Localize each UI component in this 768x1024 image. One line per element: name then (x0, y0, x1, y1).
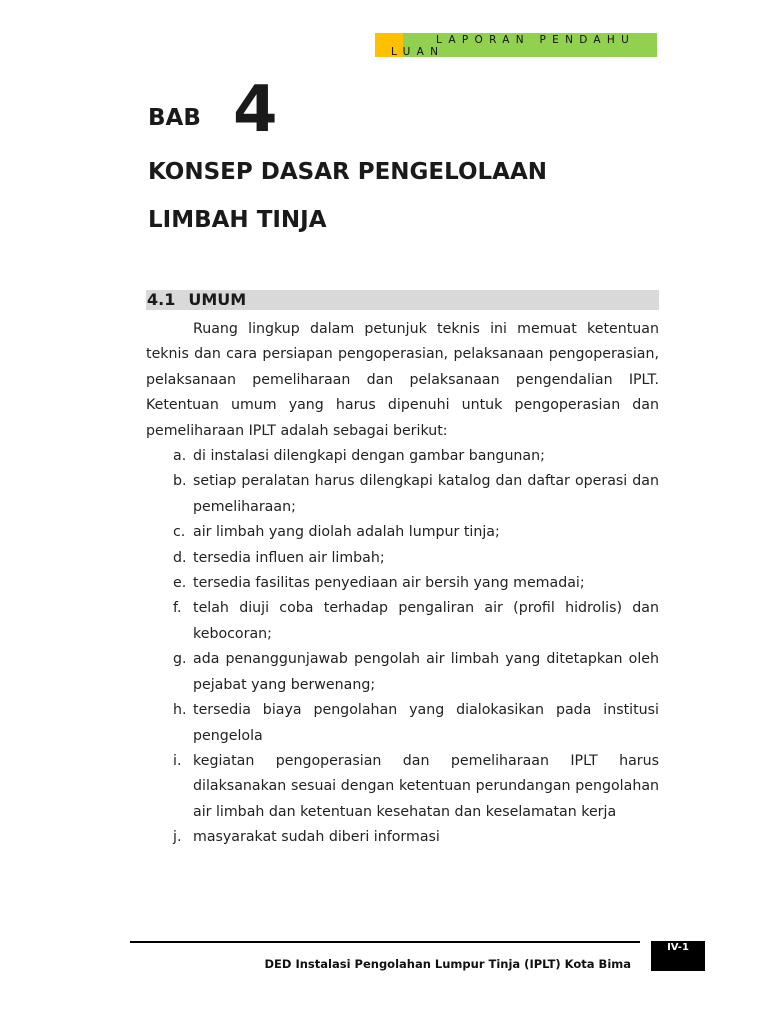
requirements-list (146, 444, 659, 851)
list-item-text: di instalasi dilengkapi dengan gambar bangunan; (193, 448, 545, 465)
page-number: IV-1 (667, 942, 689, 953)
list-item-text: tersedia biaya pengolahan yang dialokasikan pada institusi pengelola (193, 702, 659, 744)
header-title (391, 34, 661, 59)
footer-document-title: DED Instalasi Pengolahan Lumpur Tinja (IPLT) Kota Bima (264, 957, 631, 971)
list-marker: f. (173, 600, 182, 617)
chapter-title-line1: KONSEP DASAR PENGELOLAAN (148, 159, 548, 185)
list-item-text: air limbah yang diolah adalah lumpur tinja; (193, 524, 500, 541)
section-number: 4.1 (147, 290, 176, 309)
list-item-text: telah diuji coba terhadap pengaliran air (profil hidrolis) dan kebocoran; (193, 600, 659, 642)
chapter-title-line2: LIMBAH TINJA (148, 207, 327, 233)
list-item (146, 647, 659, 698)
header-title-line1: LAPORAN PENDAHU (436, 34, 636, 46)
list-item (146, 546, 659, 571)
list-marker: b. (173, 473, 187, 490)
list-item (146, 825, 659, 850)
section-body (146, 317, 659, 851)
list-item-text: kegiatan pengoperasian dan pemeliharaan IPLT harus dilaksanakan sesuai dengan ketentuan perundangan pengolahan air limbah dan ketentuan kesehatan dan keselamatan kerja (193, 752, 659, 820)
page-number-box (651, 941, 705, 971)
chapter-label: BAB (148, 105, 201, 131)
chapter-title (148, 148, 668, 244)
list-item (146, 444, 659, 469)
list-marker: h. (173, 702, 187, 719)
section-heading (146, 290, 659, 310)
list-item (146, 469, 659, 520)
list-item-text: tersedia influen air limbah; (193, 549, 385, 566)
list-marker: j. (173, 829, 182, 846)
list-item (146, 520, 659, 545)
list-marker: g. (173, 651, 187, 668)
list-item-text: ada penanggunjawab pengolah air limbah yang ditetapkan oleh pejabat yang berwenang; (193, 651, 659, 693)
list-marker: c. (173, 524, 186, 541)
list-item (146, 698, 659, 749)
list-item (146, 749, 659, 825)
intro-paragraph: Ruang lingkup dalam petunjuk teknis ini memuat ketentuan teknis dan cara persiapan pengoperasian, pelaksanaan pengoperasian, pelaksanaan pemeliharaan dan pelaksanaan pengendalian IPLT. Ketentuan umum yang harus dipenuhi untuk pengoperasian dan pemeliharaan IPLT adalah sebagai berikut: (146, 321, 659, 439)
section-title: UMUM (188, 290, 247, 309)
list-marker: a. (173, 448, 187, 465)
list-item-text: tersedia fasilitas penyediaan air bersih yang memadai; (193, 575, 585, 592)
list-item (146, 596, 659, 647)
footer-divider (130, 941, 640, 943)
list-marker: e. (173, 575, 187, 592)
list-item-text: setiap peralatan harus dilengkapi katalog dan daftar operasi dan pemeliharaan; (193, 473, 659, 515)
header-title-line2: LUAN (391, 46, 445, 58)
list-item-text: masyarakat sudah diberi informasi (193, 829, 440, 846)
list-marker: i. (173, 752, 182, 769)
chapter-number: 4 (233, 73, 278, 147)
list-item (146, 571, 659, 596)
list-marker: d. (173, 549, 187, 566)
